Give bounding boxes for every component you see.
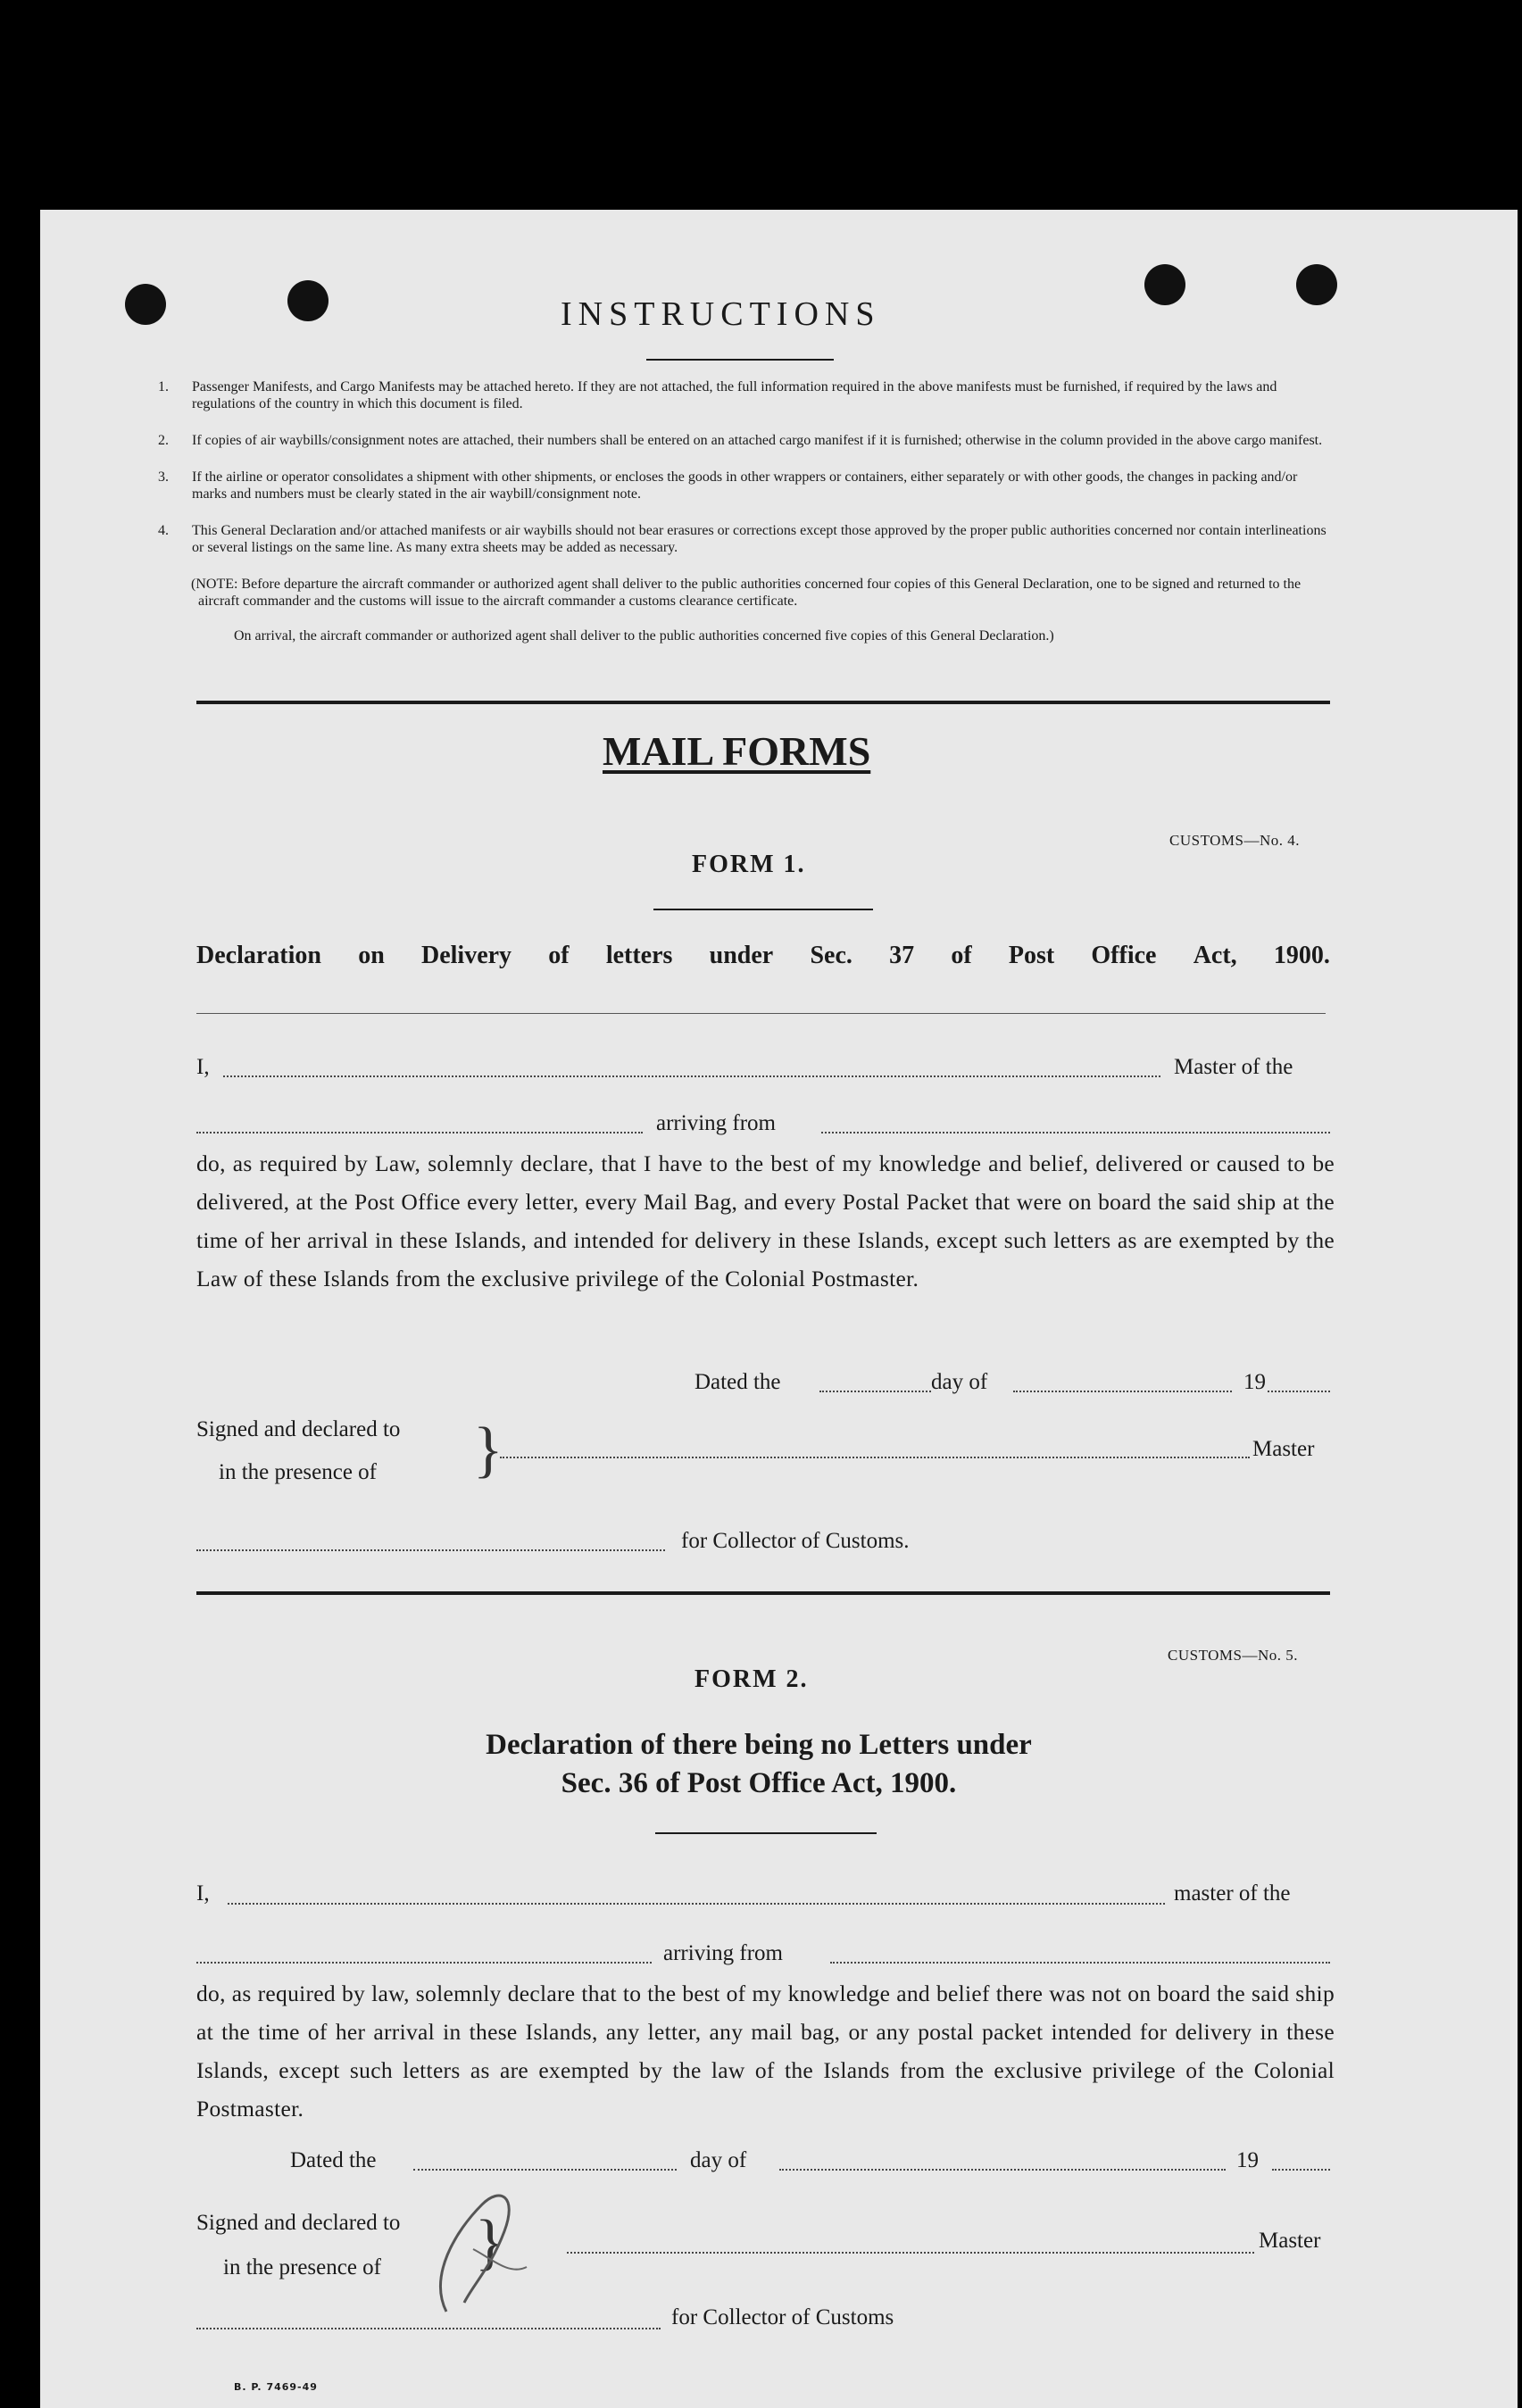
form1-name-field[interactable]: [223, 1075, 1160, 1077]
form1-ship-field[interactable]: [196, 1132, 643, 1133]
form2-master-of-the: master of the: [1174, 1881, 1291, 1906]
form2-signed-line2: in the presence of: [223, 2255, 382, 2279]
decl-word: of: [951, 942, 972, 969]
instruction-item-1: [158, 378, 1330, 412]
instruction-item-3: [158, 469, 1330, 502]
form2-master-label: Master: [1259, 2229, 1321, 2253]
instructions-heading: INSTRUCTIONS: [561, 295, 881, 333]
form2-year-prefix: 19: [1236, 2148, 1259, 2172]
decl-word: Delivery: [420, 942, 512, 969]
decl-word: Office: [1091, 942, 1157, 969]
form1-title: FORM 1.: [692, 851, 806, 878]
decl-word: under: [709, 942, 774, 969]
form-divider: [196, 1591, 1330, 1595]
instruction-text: If the airline or operator consolidates a shipment with other shipments, or encloses the goods in other wrappers or containers, either separately or with other goods, the changes in packing and/or marks and numbers must be clearly stated in the air waybill/consignment note.: [192, 469, 1298, 502]
form1-master-signature-field[interactable]: [500, 1457, 1250, 1458]
form2-date-field[interactable]: [413, 2169, 677, 2171]
decl-word: Declaration: [196, 942, 321, 969]
form1-date-field[interactable]: [819, 1391, 931, 1392]
form1-body: do, as required by Law, solemnly declare, that I have to the best of my knowledge and belief, delivered or caused to be delivered, at the Post Office every letter, every Mail Bag, and every Postal Packet that were on board the said ship at the time of her arrival in these Islands, and intended for delivery in these Islands, except such letters as are exempted by the Law of these Islands from the exclusive privilege of the Colonial Postmaster.: [196, 1150, 1335, 1291]
form2-declaration-line2: Sec. 36 of Post Office Act, 1900.: [561, 1767, 957, 1799]
form2-origin-field[interactable]: [830, 1962, 1330, 1964]
form2-declaration-heading: [312, 1726, 1205, 1803]
form1-heading-rule: [196, 1013, 1326, 1014]
form1-year-prefix: 19: [1243, 1370, 1266, 1394]
instruction-text: If copies of air waybills/consignment notes are attached, their numbers shall be entered on an attached cargo manifest if it is furnished; otherwise in the column provided in the above cargo manifest.: [192, 433, 1323, 448]
decl-word: of: [548, 942, 570, 969]
punch-hole-right-2: [1296, 264, 1337, 305]
instruction-note-arrival: On arrival, the aircraft commander or authorized agent shall deliver to the public authorities concerned five copies of this General Declaration.): [234, 628, 1054, 644]
form2-signed-line1: Signed and declared to: [196, 2211, 401, 2235]
form2-i-label: I,: [196, 1881, 210, 1906]
form2-customs-number: CUSTOMS—No. 5.: [1168, 1647, 1299, 1664]
form2-collector-label: for Collector of Customs: [671, 2305, 894, 2329]
instruction-number: 1.: [158, 379, 169, 394]
form2-arriving-from: arriving from: [663, 1941, 783, 1965]
form2-heading-underline: [655, 1832, 877, 1834]
form1-day-of: day of: [931, 1370, 988, 1394]
decl-word: Post: [1008, 942, 1055, 969]
instruction-number: 4.: [158, 523, 169, 538]
form1-collector-field[interactable]: [196, 1549, 665, 1551]
form2-brace: }: [475, 2208, 505, 2277]
form2-collector-field[interactable]: [196, 2328, 661, 2329]
form2-day-of: day of: [690, 2148, 747, 2172]
decl-word: Act,: [1193, 942, 1237, 969]
form1-signed-line1: Signed and declared to: [196, 1417, 401, 1441]
form1-brace: }: [473, 1416, 503, 1484]
form2-title: FORM 2.: [694, 1665, 809, 1693]
form2-master-signature-field[interactable]: [567, 2252, 1254, 2254]
instruction-note-departure: (NOTE: Before departure the aircraft commander or authorized agent shall deliver to the public authorities concerned four copies of this General Declaration, one to be signed and returned to the aircraft commander and the customs will issue to the aircraft commander a customs clearance certificate.: [191, 577, 1302, 609]
handwritten-signature: [420, 2178, 545, 2321]
form1-declaration-heading: [196, 942, 1330, 970]
decl-word: 1900.: [1273, 942, 1330, 969]
form1-title-underline: [653, 909, 873, 910]
form2-declaration-line1: Declaration of there being no Letters under: [486, 1729, 1032, 1761]
decl-word: 37: [889, 942, 915, 969]
form2-month-field[interactable]: [779, 2169, 1226, 2171]
instruction-text: Passenger Manifests, and Cargo Manifests may be attached hereto. If they are not attached, the full information required in the above manifests must be furnished, if required by the laws and regulations of the country in which this document is filed.: [192, 379, 1277, 411]
form1-dated-the: Dated the: [694, 1370, 781, 1394]
instruction-number: 2.: [158, 433, 169, 448]
form1-collector-label: for Collector of Customs.: [681, 1529, 910, 1553]
form1-master-label: Master: [1252, 1437, 1315, 1461]
form1-origin-field[interactable]: [821, 1132, 1330, 1133]
form1-year-field[interactable]: [1268, 1391, 1330, 1392]
decl-word: on: [358, 942, 385, 969]
decl-word: letters: [605, 942, 673, 969]
mail-forms-title: MAIL FORMS: [603, 728, 871, 774]
punch-hole-left-1: [125, 284, 166, 325]
form1-master-of-the: Master of the: [1174, 1055, 1293, 1079]
punch-hole-right-1: [1144, 264, 1185, 305]
form1-signed-line2: in the presence of: [219, 1460, 378, 1484]
instruction-number: 3.: [158, 469, 169, 485]
section-divider: [196, 701, 1330, 704]
footer-form-code: B. P. 7469-49: [234, 2381, 318, 2393]
form2-year-field[interactable]: [1272, 2169, 1330, 2171]
instruction-item-4: [158, 522, 1330, 556]
form1-customs-number: CUSTOMS—No. 4.: [1169, 832, 1301, 849]
form1-i-label: I,: [196, 1055, 210, 1079]
form2-dated-the: Dated the: [290, 2148, 377, 2172]
punch-hole-left-2: [287, 280, 329, 321]
instructions-underline: [646, 359, 834, 361]
form2-body: do, as required by law, solemnly declare that to the best of my knowledge and belief there was not on board the said ship at the time of her arrival in these Islands, any letter, any mail bag, or any postal packet intended for delivery in these Islands, except such letters as are exempted by the law of the Islands from the exclusive privilege of the Colonial Postmaster.: [196, 1980, 1335, 2122]
instruction-item-2: [158, 432, 1330, 449]
decl-word: Sec.: [810, 942, 852, 969]
form2-ship-field[interactable]: [196, 1962, 652, 1964]
form2-name-field[interactable]: [228, 1903, 1165, 1905]
form1-month-field[interactable]: [1013, 1391, 1232, 1392]
instruction-text: This General Declaration and/or attached manifests or air waybills should not bear erasures or corrections except those approved by the proper public authorities concerned nor contain interlineations or several listings on the same line. As many extra sheets may be added as necessary.: [192, 523, 1327, 555]
form1-arriving-from: arriving from: [656, 1111, 776, 1135]
